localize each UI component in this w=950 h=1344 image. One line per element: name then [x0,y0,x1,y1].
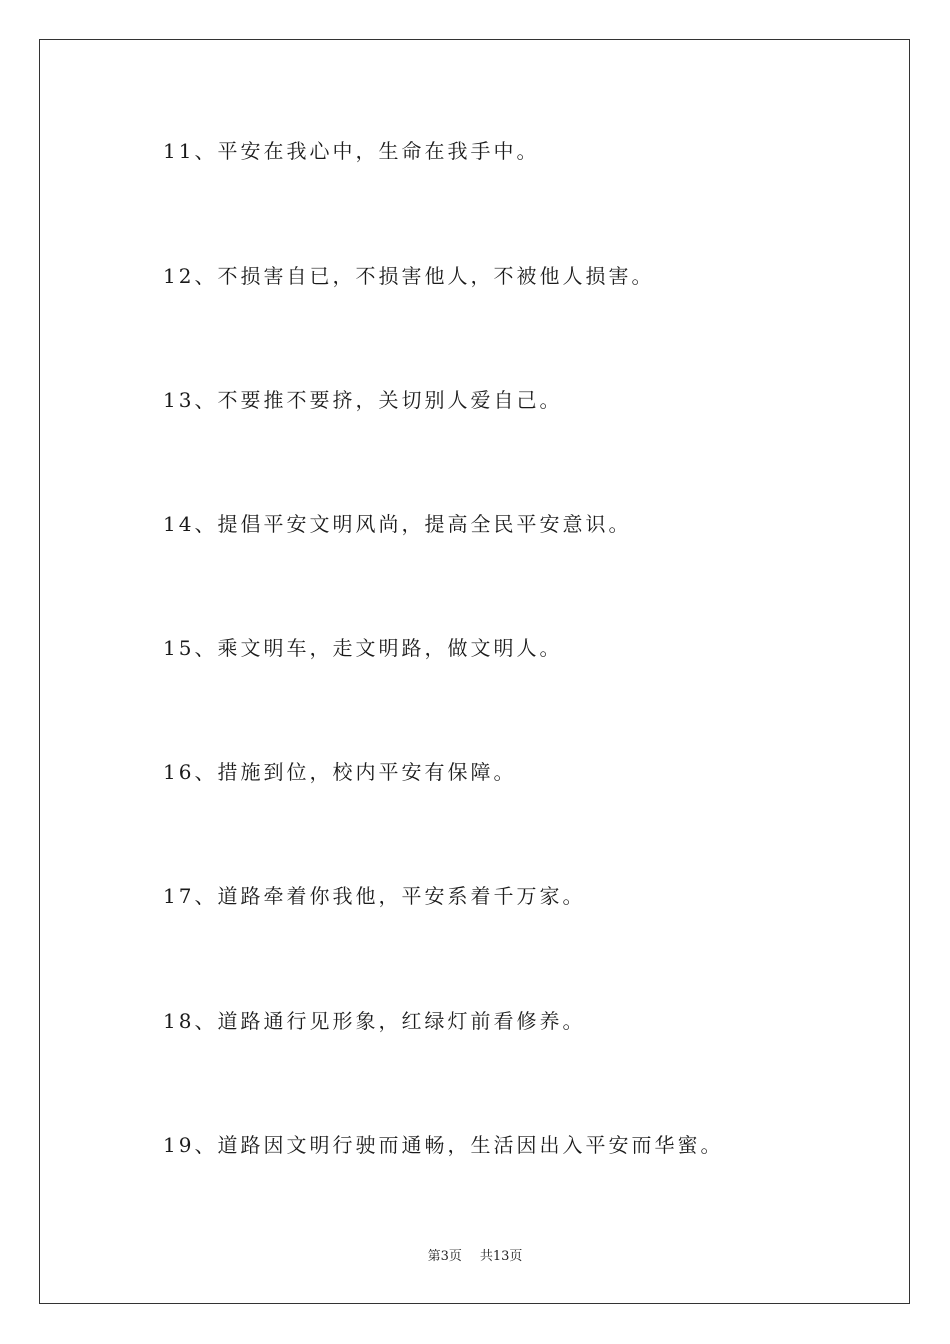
text-line-19: 19、道路因文明行驶而通畅，生活因出入平安而华蜜。 [163,1133,724,1157]
text-line-13: 13、不要推不要挤，关切别人爱自己。 [163,388,563,412]
page-footer [0,1248,950,1266]
page-number-total: 共13页 [479,1249,523,1264]
text-line-14: 14、提倡平安文明风尚，提高全民平安意识。 [163,512,632,536]
text-line-17: 17、道路牵着你我他，平安系着千万家。 [163,884,586,908]
page-number-current: 第3页 [427,1249,462,1264]
text-line-18: 18、道路通行见形象，红绿灯前看修养。 [163,1009,586,1033]
text-line-15: 15、乘文明车，走文明路，做文明人。 [163,636,563,660]
text-line-16: 16、措施到位，校内平安有保障。 [163,760,517,784]
text-line-11: 11、平安在我心中，生命在我手中。 [163,139,540,163]
text-line-12: 12、不损害自已，不损害他人，不被他人损害。 [163,264,655,288]
page-frame [39,39,910,1304]
